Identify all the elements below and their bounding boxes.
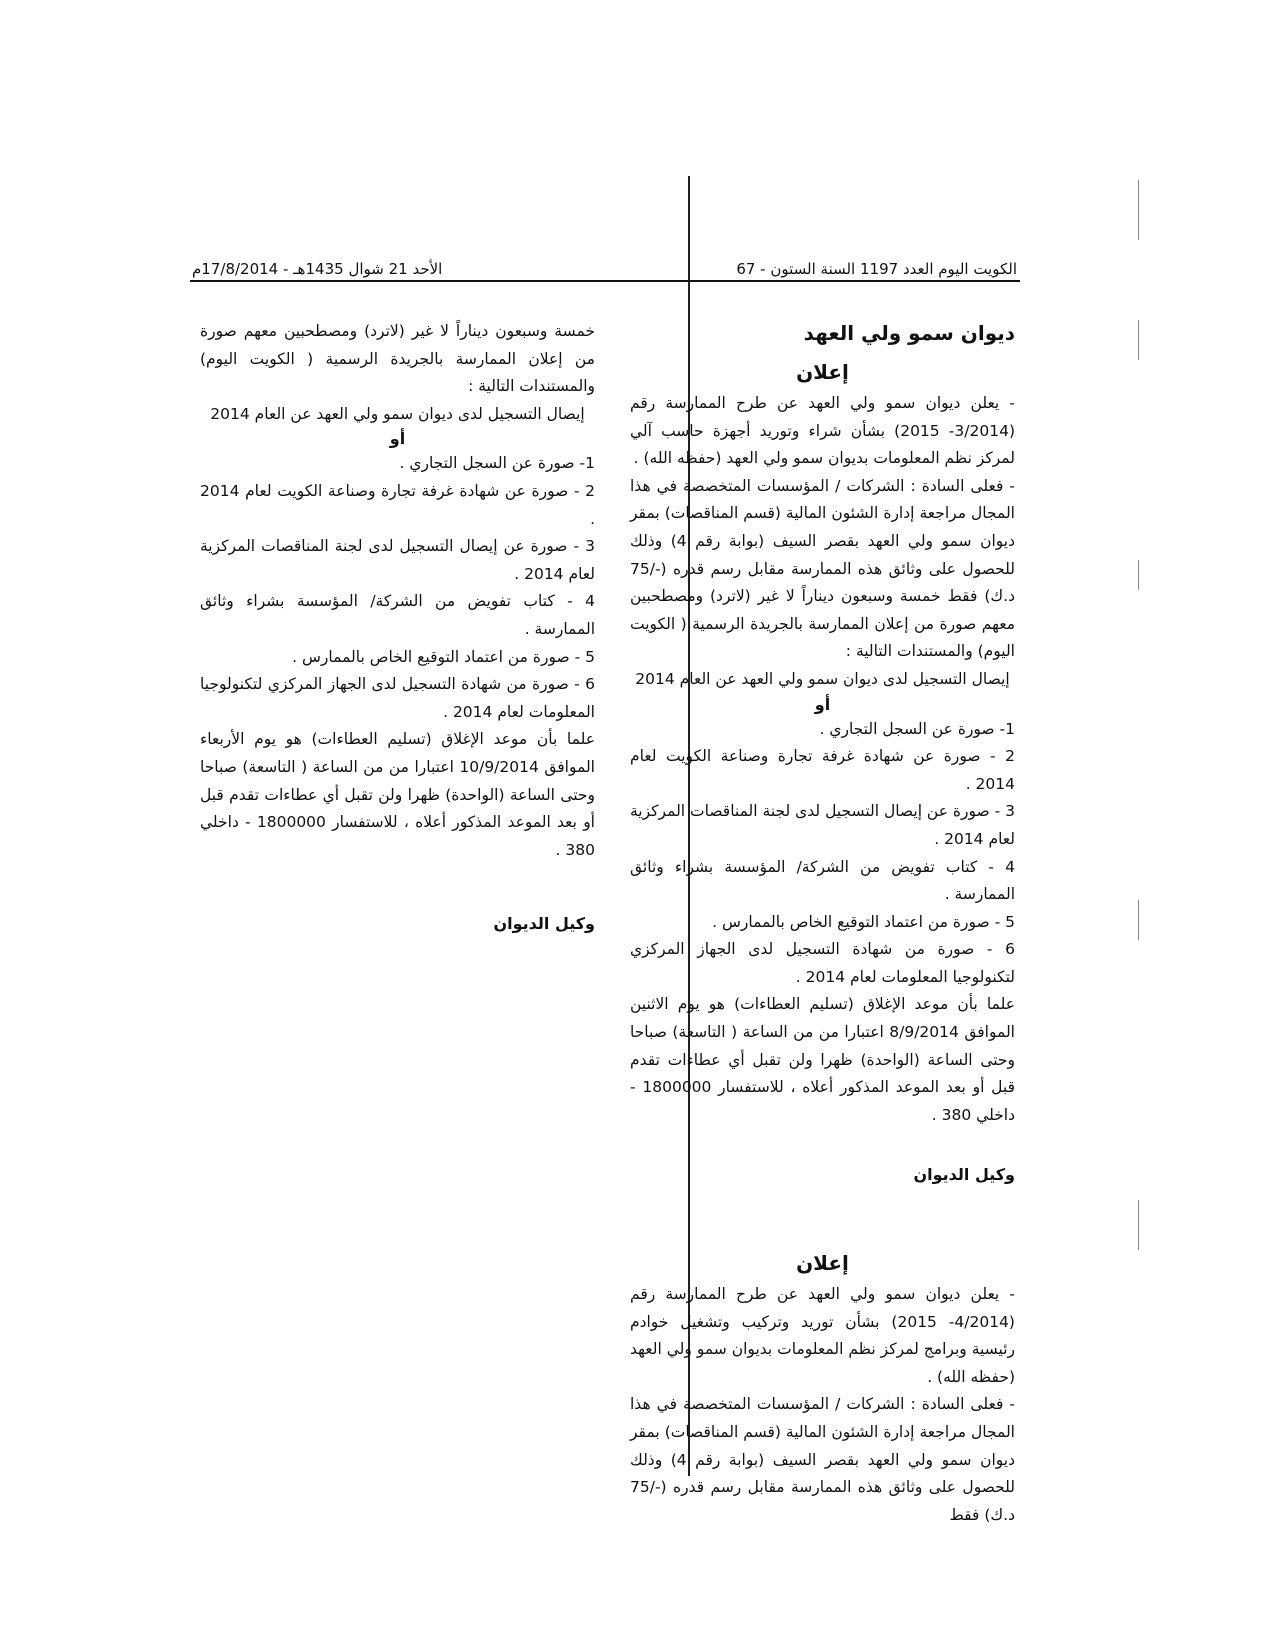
registration-requirement: إيصال التسجيل لدى ديوان سمو ولي العهد عن العام 2014 — [210, 404, 585, 423]
scan-edge-mark — [1138, 900, 1139, 940]
document-item: 1- صورة عن السجل التجاري . — [819, 719, 1015, 738]
signature: وكيل الديوان — [493, 914, 595, 934]
header-rule — [190, 280, 1020, 282]
closing-notice: علما بأن موعد الإغلاق (تسليم العطاءات) هو يوم الاثنين الموافق 8/9/2014 اعتبارا من من الساعة ( التاسعة) صباحا وحتى الساعة (الواحدة) ظهرا ولن تقبل أي عطاءات تقدم قبل أو بعد الموعد المذكور أعلاه ، للاستفسار 1800000 - داخلي 380 . — [630, 995, 1015, 1124]
or-separator: أو — [389, 429, 406, 449]
document-item: 1- صورة عن السجل التجاري . — [399, 454, 595, 473]
document-item: 2 - صورة عن شهادة غرفة تجارة وصناعة الكويت لعام 2014 . — [200, 481, 595, 528]
announcement-intro: - يعلن ديوان سمو ولي العهد عن طرح الممارسة رقم (3/2014- 2015) بشأن شراء وتوريد أجهزة حاسب آلي لمركز نظم المعلومات بديوان سمو ولي العهد (حفظه الله) . — [630, 394, 1015, 468]
registration-requirement: إيصال التسجيل لدى ديوان سمو ولي العهد عن العام 2014 — [635, 669, 1010, 688]
scan-edge-mark — [1138, 320, 1139, 360]
document-item: 4 - كتاب تفويض من الشركة/ المؤسسة بشراء وثائق الممارسة . — [200, 592, 595, 638]
closing-notice: علما بأن موعد الإغلاق (تسليم العطاءات) هو يوم الأربعاء الموافق 10/9/2014 اعتبارا من من الساعة ( التاسعة) صباحا وحتى الساعة (الواحدة) ظهرا ولن تقبل أي عطاءات تقدم قبل أو بعد الموعد المذكور أعلاه ، للاستفسار 1800000 - داخلي 380 . — [200, 730, 595, 859]
document-item: 3 - صورة عن إيصال التسجيل لدى لجنة المناقصات المركزية لعام 2014 . — [200, 537, 595, 583]
document-item: 2 - صورة عن شهادة غرفة تجارة وصناعة الكويت لعام 2014 . — [630, 747, 1015, 793]
announcement-instructions: - فعلى السادة : الشركات / المؤسسات المتخصصة في هذا المجال مراجعة إدارة الشئون المالية (قسم المناقصات) بمقر ديوان سمو ولي العهد بقصر السيف (بوابة رقم 4) وذلك للحصول على وثائق هذه الممارسة مقابل رسم قدره (-/75 د.ك) فقط — [630, 1395, 1015, 1524]
left-column — [200, 318, 595, 938]
document-item: 3 - صورة عن إيصال التسجيل لدى لجنة المناقصات المركزية لعام 2014 . — [630, 802, 1015, 848]
announcement-instructions: - فعلى السادة : الشركات / المؤسسات المتخصصة في هذا المجال مراجعة إدارة الشئون المالية (قسم المناقصات) بمقر ديوان سمو ولي العهد بقصر السيف (بوابة رقم 4) وذلك للحصول على وثائق هذه الممارسة مقابل رسم قدره (-/75 د.ك) فقط خمسة وسبعون ديناراً لا غير (لاترد) ومصطحبين معهم صورة من إعلان الممارسة بالجريدة الرسمية ( الكويت اليوم) والمستندات التالية : — [630, 476, 1015, 661]
issue-line: الكويت اليوم العدد 1197 السنة الستون - 67 — [736, 260, 1017, 278]
scan-edge-mark — [1138, 1200, 1139, 1250]
document-item: 6 - صورة من شهادة التسجيل لدى الجهاز المركزي لتكنولوجيا المعلومات لعام 2014 . — [630, 940, 1015, 986]
department-title: ديوان سمو ولي العهد — [803, 321, 1015, 345]
document-item: 5 - صورة من اعتماد التوقيع الخاص بالممارس . — [712, 912, 1015, 931]
announcement-title: إعلان — [796, 360, 849, 384]
right-column — [630, 318, 1015, 1529]
page-header — [192, 248, 1017, 278]
announcement-intro: - يعلن ديوان سمو ولي العهد عن طرح الممارسة رقم (4/2014- 2015) بشأن توريد وتركيب وتشغيل خوادم رئيسية وبرامج لمركز نظم المعلومات بديوان سمو ولي العهد (حفظه الله) . — [630, 1285, 1015, 1386]
announcement-1 — [630, 354, 1015, 1189]
document-item: 5 - صورة من اعتماد التوقيع الخاص بالممارس . — [292, 647, 595, 666]
scan-edge-mark — [1138, 560, 1139, 590]
document-item: 6 - صورة من شهادة التسجيل لدى الجهاز المركزي لتكنولوجيا المعلومات لعام 2014 . — [200, 675, 595, 721]
announcement-2 — [630, 1245, 1015, 1529]
announcement-title: إعلان — [796, 1251, 849, 1276]
date-line: الأحد 21 شوال 1435هـ - 17/8/2014م — [192, 260, 443, 278]
continued-paragraph: خمسة وسبعون ديناراً لا غير (لاترد) ومصطحبين معهم صورة من إعلان الممارسة بالجريدة الرسمية ( الكويت اليوم) والمستندات التالية : — [200, 322, 595, 396]
or-separator: أو — [814, 694, 831, 714]
scan-edge-mark — [1138, 180, 1139, 240]
document-item: 4 - كتاب تفويض من الشركة/ المؤسسة بشراء وثائق الممارسة . — [630, 857, 1015, 904]
signature: وكيل الديوان — [913, 1165, 1015, 1185]
